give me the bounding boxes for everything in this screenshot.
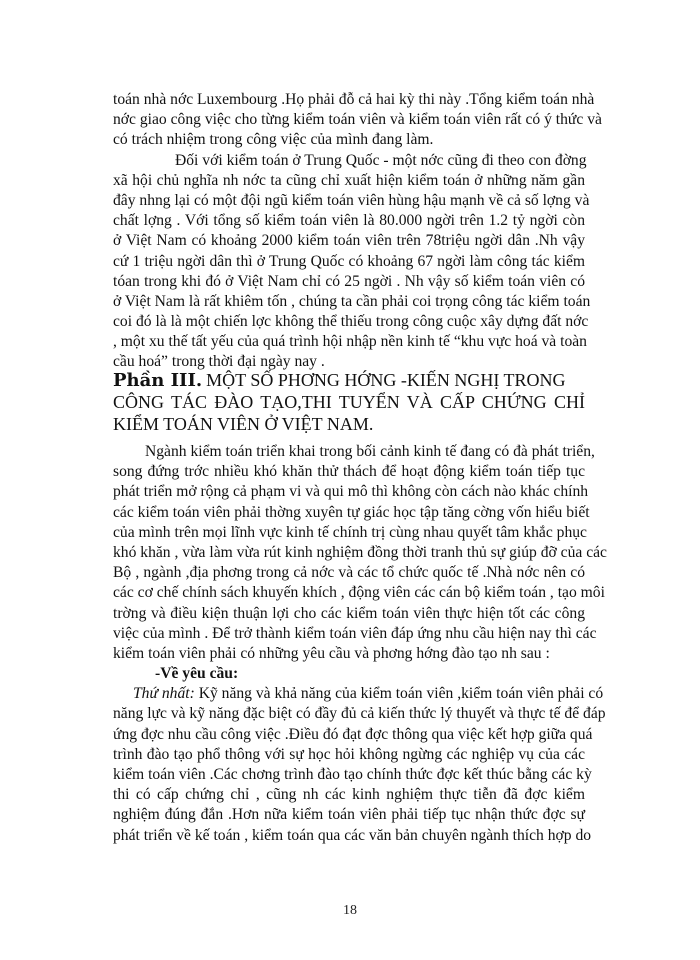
text-line: chất lợng . Với tổng số kiểm toán viên là 80.000 ngời trên 1.2 tỷ ngời còn: [113, 212, 585, 230]
text-line: các cơ chế chính sách khuyến khích , động viên các cán bộ kiểm toán , tạo môi: [113, 584, 605, 602]
text-line: việc của mình . Để trở thành kiểm toán viên đáp ứng nhu cầu hiện nay thì các: [113, 624, 597, 642]
text-line: khó khăn , vừa làm vừa rút kinh nghiệm đồng thời tranh thủ sự giúp đỡ của các: [113, 543, 607, 561]
text-line: , một xu thế tất yếu của quá trình hội nhập nền kinh tế “khu vực hoá và toàn: [113, 333, 587, 351]
text-line: thi có cấp chứng chỉ , cũng nh các kinh nghiệm thực tiễn đã đợc kiểm: [113, 786, 585, 804]
text-line: nớc giao công việc cho từng kiểm toán viên và kiểm toán viên rất có ý thức và: [113, 111, 602, 129]
text-line: ở Việt Nam có khoảng 2000 kiểm toán viên trên 78triệu ngời dân .Nh vậy: [113, 232, 585, 250]
text-line: coi đó là là một chiến lợc không thể thiếu trong công cuộc xây dựng đất nớc: [113, 313, 589, 331]
lead-label: Thứ nhất:: [133, 685, 195, 703]
paragraph-intro: [113, 90, 602, 373]
text-line: toán nhà nớc Luxembourg .Họ phải đỗ cả hai kỳ thi này .Tổng kiểm toán nhà: [113, 91, 595, 108]
heading-line: KIỂM TOÁN VIÊN Ở VIỆT NAM.: [113, 414, 374, 434]
text-line: trờng và điều kiện thuận lợi cho các kiểm toán viên thực hiện tốt các công: [113, 604, 585, 622]
heading-line: [113, 369, 585, 391]
text-line: kiểm toán viên phải có những yêu cầu và phơng hớng đào tạo nh sau :: [113, 644, 550, 662]
text-line: nghiệm đúng đắn .Hơn nữa kiểm toán viên phải tiếp tục nhận thức đợc sự: [113, 806, 585, 824]
text-line: Ngành kiểm toán triển khai trong bối cảnh kinh tế đang có đà phát triển,: [145, 443, 595, 460]
text-line: xã hội chủ nghĩa nh nớc ta cũng chỉ xuất hiện kiểm toán ở những năm gần: [113, 171, 585, 189]
text-line: tóan trong khi đó ở Việt Nam chỉ có 25 ngời . Nh vậy số kiểm toán viên có: [113, 272, 585, 290]
lead-text: Kỹ năng và khả năng của kiểm toán viên ,kiểm toán viên phải có: [194, 685, 604, 703]
text-line: Đối với kiểm toán ở Trung Quốc - một nớc cũng đi theo con đờng: [175, 151, 587, 169]
text-line: Bộ , ngành ,địa phơng trong cả nớc và các tổ chức quốc tế .Nhà nớc nên có: [113, 564, 585, 582]
section-heading: [113, 369, 585, 435]
text-line: trình đào tạo phổ thông với sự học hỏi không ngừng các nghiệp vụ của các: [113, 745, 585, 763]
paragraph-context: [113, 442, 607, 846]
text-line: có trách nhiệm trong công việc của mình đang làm.: [113, 131, 434, 149]
text-line: phát triển về kế toán , kiểm toán qua các văn bản chuyên ngành thích hợp do: [113, 826, 592, 844]
text-line: đây nhng lại có một đội ngũ kiểm toán viên hùng hậu mạnh về cả số lợng và: [113, 191, 590, 209]
text-line: ứng đợc nhu cầu công việc .Điều đó đạt đợc thông qua việc kết hợp giữa quá: [113, 725, 593, 743]
text-line: kiểm toán viên .Các chơng trình đào tạo chính thức đợc kết thúc bằng các kỳ: [113, 766, 592, 783]
subheading-requirements: -Về yêu cầu:: [155, 665, 239, 683]
text-line: năng lực và kỹ năng đặc biệt có đầy đủ cả kiến thức lý thuyết và thực tế để đáp: [113, 705, 606, 723]
text-line: của mình trên mọi lĩnh vực kinh tế chính trị cùng nhau quyết tâm khắc phục: [113, 523, 587, 541]
page-number: 18: [343, 903, 357, 918]
text-line: ở Việt Nam là rất khiêm tốn , chúng ta cần phải coi trọng công tác kiểm toán: [113, 292, 591, 310]
text-line: cứ 1 triệu ngời dân thì ở Trung Quốc có khoảng 67 ngời làm công tác kiểm: [113, 252, 585, 270]
text-line: [113, 684, 604, 704]
text-line: song đứng trớc nhiều khó khăn thử thách để hoạt động kiểm toán tiếp tục: [113, 463, 585, 481]
text-line: phát triển mở rộng cả phạm vi và qui mô thì không còn cách nào khác chính: [113, 483, 589, 501]
text-line: các kiểm toán viên phải thờng xuyên tự giác học tập tăng cờng vốn hiểu biết: [113, 503, 590, 521]
text-line: cầu hoá” trong thời đại ngày nay .: [113, 353, 325, 371]
heading-text: MỘT SỐ PHƠNG HỚNG -KIẾN NGHỊ TRONG: [206, 370, 566, 390]
part-label: Phần III.: [113, 370, 203, 391]
heading-line: CÔNG TÁC ĐÀO TẠO,THI TUYỂN VÀ CẤP CHỨNG CHỈ: [113, 392, 585, 412]
